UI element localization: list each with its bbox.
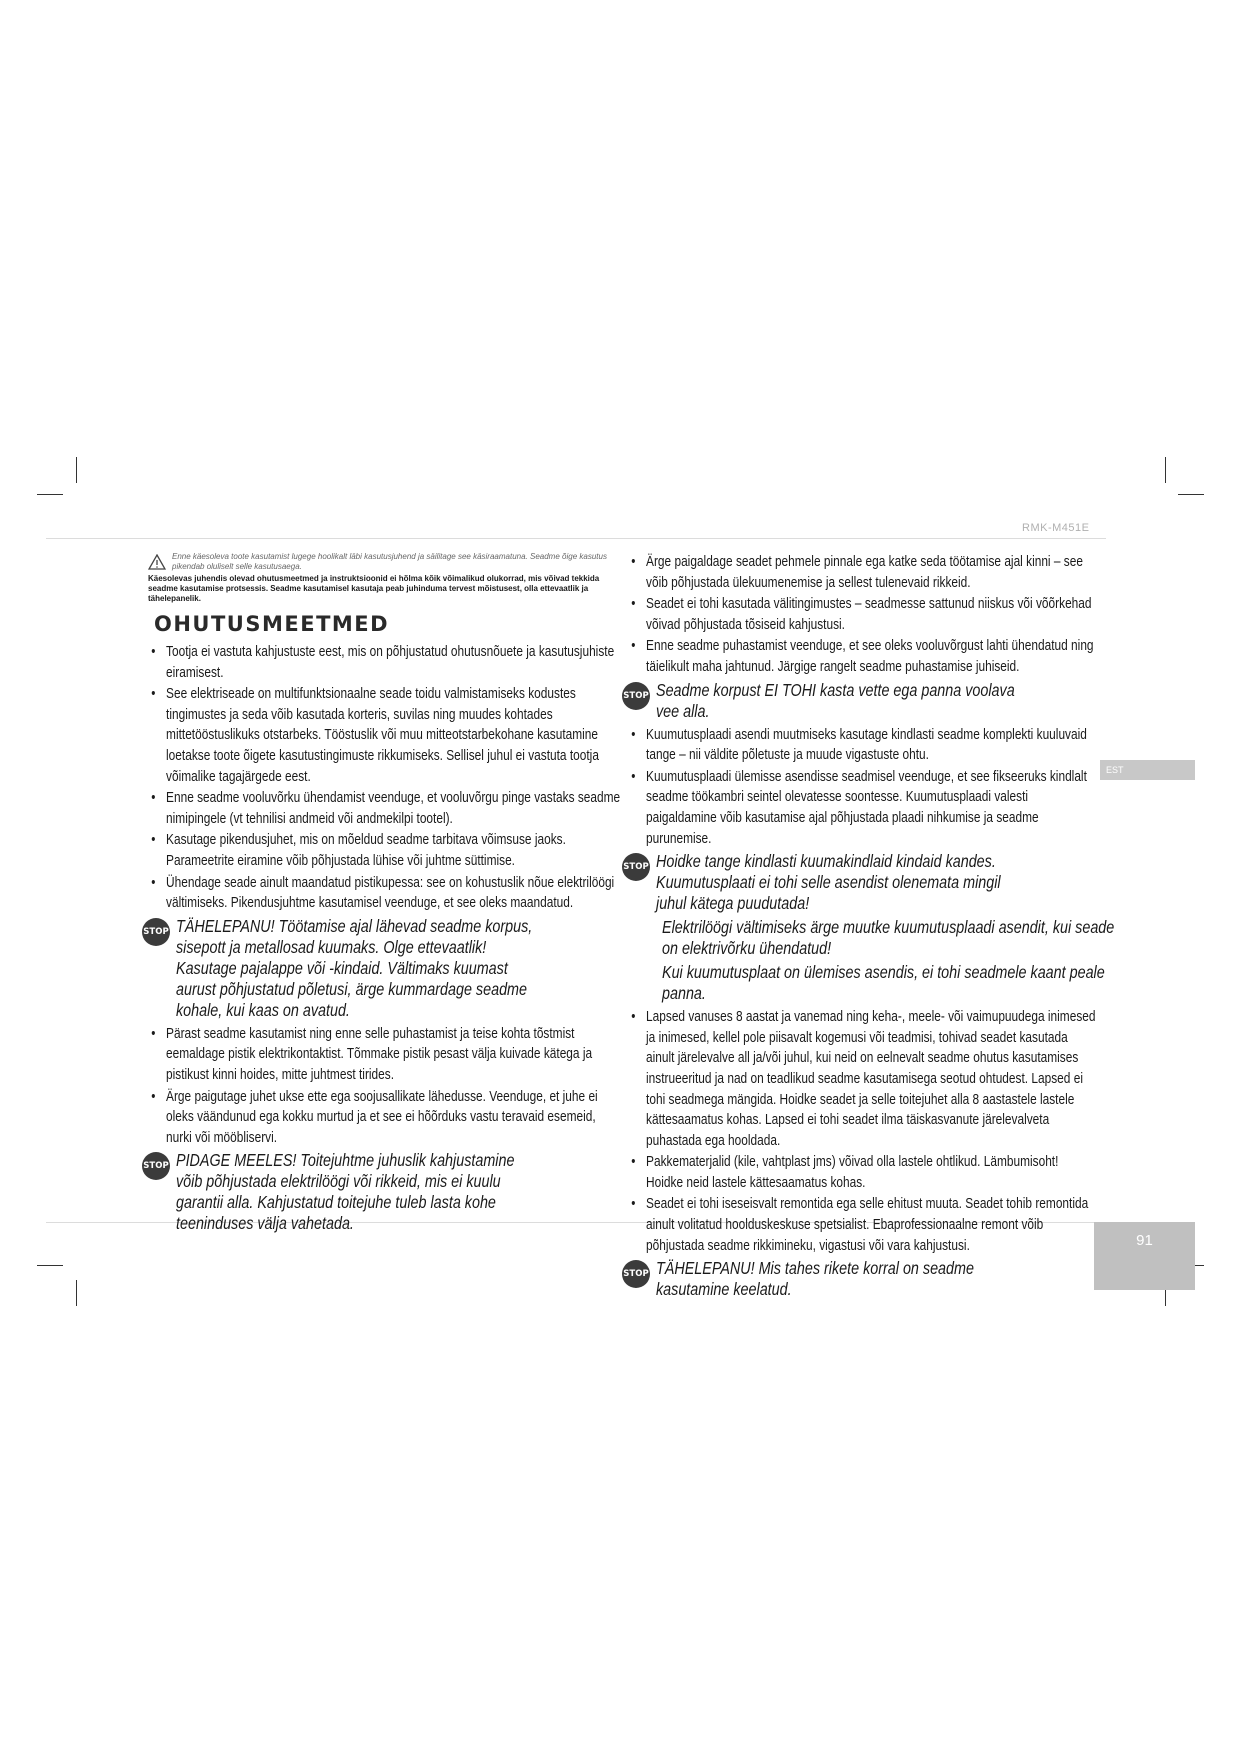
list-item: • Enne seadme puhastamist veenduge, et see oleks vooluvõrgust lahti ühendatud ning täielikult maha jahtunud. Järgige rangelt seadme puhastamise juhiseid. <box>628 636 1096 677</box>
stop-icon: STOP <box>142 1152 170 1180</box>
crop-mark <box>76 457 77 483</box>
crop-mark <box>1178 494 1204 495</box>
stop-warning <box>142 916 624 1021</box>
crop-mark <box>37 1265 63 1266</box>
stop-icon: STOP <box>622 682 650 710</box>
list-item: • Ärge paigutage juhet ukse ette ega soojusallikate lähedusse. Veenduge, et juhe ei oleks väändunud ega kokku murtud ja et see ei hõõrduks vastu teravaid esemeid, nurki või mööbliservi. <box>148 1087 624 1149</box>
section-title: OHUTUSMEETMED <box>154 612 390 636</box>
stop-icon: STOP <box>622 1260 650 1288</box>
list-item: • Kuumutusplaadi ülemisse asendisse seadmisel veenduge, et see fikseeruks kindlalt seadme töökambri seintel olevatesse soontesse. Kuumutusplaadi valesti paigaldamine võib kasutamise ajal põhjustada plaadi nihkumise ja seadme purunemise. <box>628 767 1096 849</box>
crop-mark <box>1165 457 1166 483</box>
stop-icon: STOP <box>622 853 650 881</box>
stop-warning-text: PIDAGE MEELES! Toitejuhtme juhuslik kahjustamine võib põhjustada elektrilöögi või rikkeid, mis ei kuulu garantii alla. Kahjustatud toitejuhe tuleb lasta kohe teeninduses välja vahetada. <box>176 1150 515 1234</box>
list-item: • See elektriseade on multifunktsionaalne seade toidu valmistamiseks kodustes tingimustes ja seda võib kasutada korteris, suvilas ning muudes kohtades mittetööstuslikuks otstarbeks. Tööstuslik või muu mitteotstarbekohane kasutamine loetakse toote õigete kasutustingimuste rikkumiseks. Sellisel juhul ei vastuta tootja võimalike tagajärgede eest. <box>148 684 624 787</box>
bullet-list <box>148 1024 624 1149</box>
bullet-list <box>628 725 1096 850</box>
list-item: • Kasutage pikendusjuhet, mis on mõeldud seadme tarbitava võimsuse jaoks. Parameetrite eiramine võib põhjustada lühise või juhtme süttimise. <box>148 830 624 871</box>
list-item: • Kuumutusplaadi asendi muutmiseks kasutage kindlasti seadme komplekti kuuluvaid tange – nii väldite põletuste ja muude vigastuste ohtu. <box>628 725 1096 766</box>
italic-warning: Elektrilöögi vältimiseks ärge muutke kuumutusplaadi asendit, kui seade on elektrivõrku ühendatud! <box>662 917 1115 959</box>
language-tab: EST <box>1100 760 1195 780</box>
stop-warning-text: Hoidke tange kindlasti kuumakindlaid kindaid kandes. Kuumutusplaati ei tohi selle asendist olenemata mingil juhul kätega puudutada! <box>656 851 1001 914</box>
crop-mark <box>37 494 63 495</box>
list-item: • Pakkematerjalid (kile, vahtplast jms) võivad olla lastele ohtlikud. Lämbumisoht! Hoidke neid lastele kättesaamatus kohas. <box>628 1152 1096 1193</box>
intro-note: Enne käesoleva toote kasutamist lugege hoolikalt läbi kasutusjuhend ja säilitage see käsiraamatuna. Seadme õige kasutus pikendab oluliselt selle kasutusaega. <box>172 552 607 571</box>
bullet-list <box>628 1007 1096 1256</box>
list-item: • Ärge paigaldage seadet pehmele pinnale ega katke seda töötamise ajal kinni – see võib põhjustada ülekuumenemise ja sellest tulenevaid rikkeid. <box>628 552 1096 593</box>
stop-warning <box>622 851 1096 914</box>
list-item: • Tootja ei vastuta kahjustuste eest, mis on põhjustatud ohutusnõuete ja kasutusjuhiste eiramisest. <box>148 642 624 683</box>
intro-bold-note: Käesolevas juhendis olevad ohutusmeetmed ja instruktsioonid ei hõlma kõik võimalikud olukorrad, mis võivad tekkida seadme kasutamise protsessis. Seadme kasutamisel kasutaja peab juhinduma tervest mõistusest, olla ettevaatlik ja tähelepanelik. <box>148 574 600 603</box>
stop-warning <box>622 1258 1096 1300</box>
page-number: 91 <box>1094 1222 1195 1290</box>
list-item: • Seadet ei tohi kasutada välitingimustes – seadmesse sattunud niiskus või võõrkehad võivad põhjustada tõsiseid kahjustusi. <box>628 594 1096 635</box>
italic-warning: Kui kuumutusplaat on ülemises asendis, ei tohi seadmele kaant peale panna. <box>662 962 1105 1004</box>
stop-warning-text: Seadme korpust EI TOHI kasta vette ega panna voolava vee alla. <box>656 679 1015 721</box>
stop-warning <box>622 680 1096 722</box>
stop-warning-text: TÄHELEPANU! Mis tahes rikete korral on seadme kasutamine keelatud. <box>656 1258 974 1300</box>
warning-triangle-icon <box>148 554 166 570</box>
header-rule <box>46 538 1106 539</box>
list-item: • Seadet ei tohi iseseisvalt remontida ega selle ehitust muuta. Seadet tohib remontida ainult volitatud hoolduskeskuse spetsialist. Ebaprofessionaalne remont võib põhjustada seadme rikkimineku, vigastusi või vara kahjustusi. <box>628 1194 1096 1256</box>
stop-warning-text: TÄHELEPANU! Töötamise ajal lähevad seadme korpus, sisepott ja metallosad kuumaks. Olge ettevaatlik! Kasutage pajalappe või -kindaid. Vältimaks kuumast aurust põhjustatud põletusi, ärge kummardage seadme kohale, kui kaas on avatud. <box>176 915 533 1020</box>
intro-warning <box>148 552 624 572</box>
left-column <box>143 552 624 1237</box>
list-item: • Enne seadme vooluvõrku ühendamist veenduge, et vooluvõrgu pinge vastaks seadme nimipingele (vt tehnilisi andmeid või andmekilpi tootel). <box>148 788 624 829</box>
right-column <box>623 552 1115 1303</box>
list-item: • Pärast seadme kasutamist ning enne selle puhastamist ja teise kohta tõstmist eemaldage pistik elektrikontaktist. Tõmmake pistik pesast välja kuivade kätega ja pistikust kinni hoides, mitte juhtmest tirides. <box>148 1024 624 1086</box>
list-item: • Ühendage seade ainult maandatud pistikupessa: see on kohustuslik nõue elektrilöögi vältimiseks. Pikendusjuhtme kasutamisel veenduge, et see oleks maandatud. <box>148 873 624 914</box>
crop-mark <box>76 1280 77 1306</box>
bullet-list <box>628 552 1096 678</box>
model-number: RMK-M451E <box>1022 522 1090 534</box>
stop-icon: STOP <box>142 918 170 946</box>
bullet-list <box>148 642 624 914</box>
stop-warning <box>142 1150 624 1234</box>
list-item: • Lapsed vanuses 8 aastat ja vanemad ning keha-, meele- või vaimupuudega inimesed ja inimesed, kellel pole piisavalt kogemusi või teadmisi, tohivad seadet kasutada ainult järelevalve all ja/või juhul, kui neid on eelnevalt seadme ohutus kasutamises instrueeritud ja nad on teadlikud seadme kasutamisega seotud ohtudest. Lapsed ei tohi seadmega mängida. Hoidke seadet ja selle toitejuhet alla 8 aastastele lastele kättesaamatus kohas. Lapsed ei tohi seadet ilma täiskasvanute järelevalveta puhastada ega hooldada. <box>628 1007 1096 1151</box>
